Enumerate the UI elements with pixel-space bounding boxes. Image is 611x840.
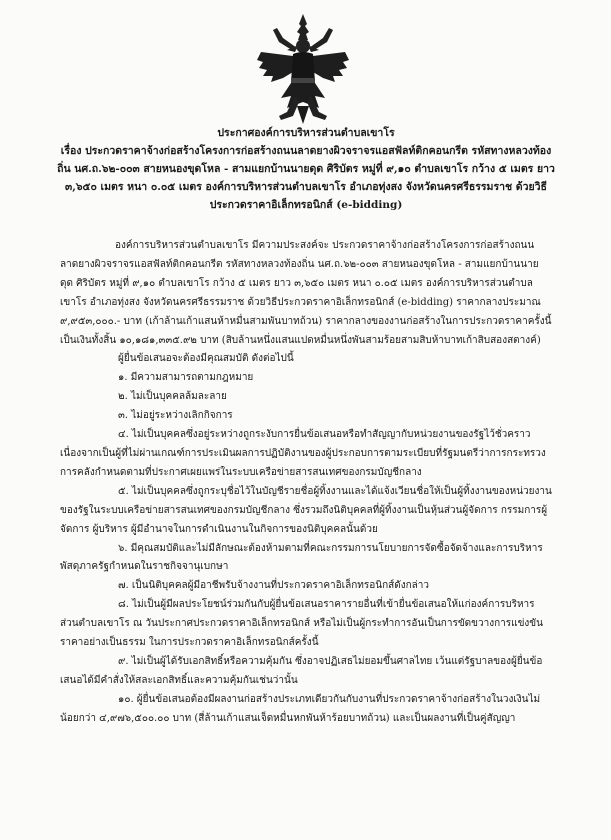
body-line: ผู้ยื่นข้อเสนอจะต้องมีคุณสมบัติ ดังต่อไปนี้ <box>118 353 294 365</box>
subject-line: ๓,๖๕๐ เมตร หนา ๐.๐๕ เมตร องค์การบริหารส่วนตำบลเขาโร อำเภอทุ่งสง จังหวัดนครศรีธรรมราช ด้วยวิธี <box>65 181 547 193</box>
body-line: ๒. ไม่เป็นบุคคลล้มละลาย <box>118 391 227 403</box>
body-line: น้อยกว่า ๔,๙๗๖,๕๐๐.๐๐ บาท (สี่ล้านเก้าแสนเจ็ดหมื่นหกพันห้าร้อยบาทถ้วน) และเป็นผลงานที่เป็นคู่สัญญา <box>60 712 516 724</box>
body-line: ของรัฐในระบบเครือข่ายสารสนเทศของกรมบัญชีกลาง ซึ่งรวมถึงนิติบุคคลที่ผู้ทิ้งงานเป็นหุ้นส่วนผู้จัดการ กรรมการผู้ <box>60 504 548 516</box>
announcement-body <box>60 237 566 729</box>
body-line: เป็นเงินทั้งสิ้น ๑๐,๑๘๑,๓๓๕.๙๒ บาท (สิบล้านหนึ่งแสนแปดหมื่นหนึ่งพันสามร้อยสามสิบห้าบาทเก้าสิบสองสตางค์) <box>60 334 541 346</box>
body-line: พัสดุภาครัฐกำหนดในราชกิจจานุเบกษา <box>60 561 229 573</box>
body-line: ๑. มีความสามารถตามกฎหมาย <box>118 372 254 384</box>
body-line: ๗. เป็นนิติบุคคลผู้มีอาชีพรับจ้างงานที่ประกวดราคาอิเล็กทรอนิกส์ดังกล่าว <box>118 580 430 592</box>
body-line: การคลังกำหนดตามที่ประกาศเผยแพร่ในระบบเครือข่ายสารสนเทศของกรมบัญชีกลาง <box>60 466 422 478</box>
body-line: ๖. มีคุณสมบัติและไม่มีลักษณะต้องห้ามตามที่คณะกรรมการนโยบายการจัดซื้อจัดจ้างและการบริหาร <box>118 542 543 554</box>
garuda-emblem-icon <box>257 12 349 124</box>
body-line: ลาดยางผิวจราจรแอสฟัลท์ติกคอนกรีต รหัสทางหลวงท้องถิ่น นศ.ถ.๖๒-๐๐๓ สายหนองขุดโหล - สามแยกบ้านนาย <box>60 258 539 270</box>
issuer-heading: ประกาศองค์การบริหารส่วนตำบลเขาโร <box>217 127 395 139</box>
subject-line: ประกวดราคาอิเล็กทรอนิกส์ (e-bidding) <box>209 199 403 211</box>
body-line: ๔. ไม่เป็นบุคคลซึ่งอยู่ระหว่างถูกระงับการยื่นข้อเสนอหรือทำสัญญากับหน่วยงานของรัฐไว้ชั่วคราว <box>118 429 531 441</box>
subject-line: เรื่อง ประกวดราคาจ้างก่อสร้างโครงการก่อสร้างถนนลาดยางผิวจราจรแอสฟัลท์ติกคอนกรีต รหัสทางหลวงท้อง <box>60 145 552 157</box>
body-line: ๙,๙๕๓,๐๐๐.- บาท (เก้าล้านเก้าแสนห้าหมื่นสามพันบาทถ้วน) ราคากลางของงานก่อสร้างในการประกวดราคาครั้งนี้ <box>60 315 552 327</box>
body-line: ๑๐. ผู้ยื่นข้อเสนอต้องมีผลงานก่อสร้างประเภทเดียวกันกับงานที่ประกวดราคาจ้างก่อสร้างในวงเงินไม่ <box>118 693 541 705</box>
body-line: ๙. ไม่เป็นผู้ได้รับเอกสิทธิ์หรือความคุ้มกัน ซึ่งอาจปฏิเสธไม่ยอมขึ้นศาลไทย เว้นแต่รัฐบาลของผู้ยื่นข้อ <box>118 655 543 667</box>
body-line: จัดการ ผู้บริหาร ผู้มีอำนาจในการดำเนินงานในกิจการของนิติบุคคลนั้นด้วย <box>60 523 378 535</box>
body-line: ๘. ไม่เป็นผู้มีผลประโยชน์ร่วมกันกับผู้ยื่นข้อเสนอราคารายอื่นที่เข้ายื่นข้อเสนอให้แก่องค์การบริหาร <box>118 599 535 611</box>
body-line: ดุด ศิริบัตร หมู่ที่ ๙,๑๐ ตำบลเขาโร กว้าง ๕ เมตร ยาว ๓,๖๕๐ เมตร หนา ๐.๐๕ เมตร องค์การบริหารส่วนตำบล <box>60 277 533 289</box>
body-line: เขาโร อำเภอทุ่งสง จังหวัดนครศรีธรรมราช ด้วยวิธีประกวดราคาอิเล็กทรอนิกส์ (e-bidding) ราคากลางประมาณ <box>60 296 541 308</box>
body-line: ส่วนตำบลเขาโร ณ วันประกาศประกวดราคาอิเล็กทรอนิกส์ หรือไม่เป็นผู้กระทำการอันเป็นการขัดขวางการแข่งขัน <box>60 618 543 630</box>
body-line: องค์การบริหารส่วนตำบลเขาโร มีความประสงค์จะ ประกวดราคาจ้างก่อสร้างโครงการก่อสร้างถนน <box>115 240 535 251</box>
body-line: ๓. ไม่อยู่ระหว่างเลิกกิจการ <box>118 410 233 422</box>
body-line: ๕. ไม่เป็นบุคคลซึ่งถูกระบุชื่อไว้ในบัญชีรายชื่อผู้ทิ้งงานและได้แจ้งเวียนชื่อให้เป็นผู้ทิ้งงานของหน่วยงาน <box>118 485 552 497</box>
subject-line: ถิ่น นศ.ถ.๖๒-๐๐๓ สายหนองขุดโหล - สามแยกบ้านนายดุด ศิริบัตร หมู่ที่ ๙,๑๐ ตำบลเขาโร กว้าง ๕ เมตร ยาว <box>57 163 555 175</box>
body-line: ราคาอย่างเป็นธรรม ในการประกวดราคาอิเล็กทรอนิกส์ครั้งนี้ <box>60 637 319 649</box>
announcement-title <box>40 124 572 214</box>
body-line: เนื่องจากเป็นผู้ที่ไม่ผ่านเกณฑ์การประเมินผลการปฏิบัติงานของผู้ประกอบการตามระเบียบที่รัฐมนตรีว่าการกระทรวง <box>60 447 546 459</box>
body-line: เสนอได้มีคำสั่งให้สละเอกสิทธิ์และความคุ้มกันเช่นว่านั้น <box>60 674 298 686</box>
